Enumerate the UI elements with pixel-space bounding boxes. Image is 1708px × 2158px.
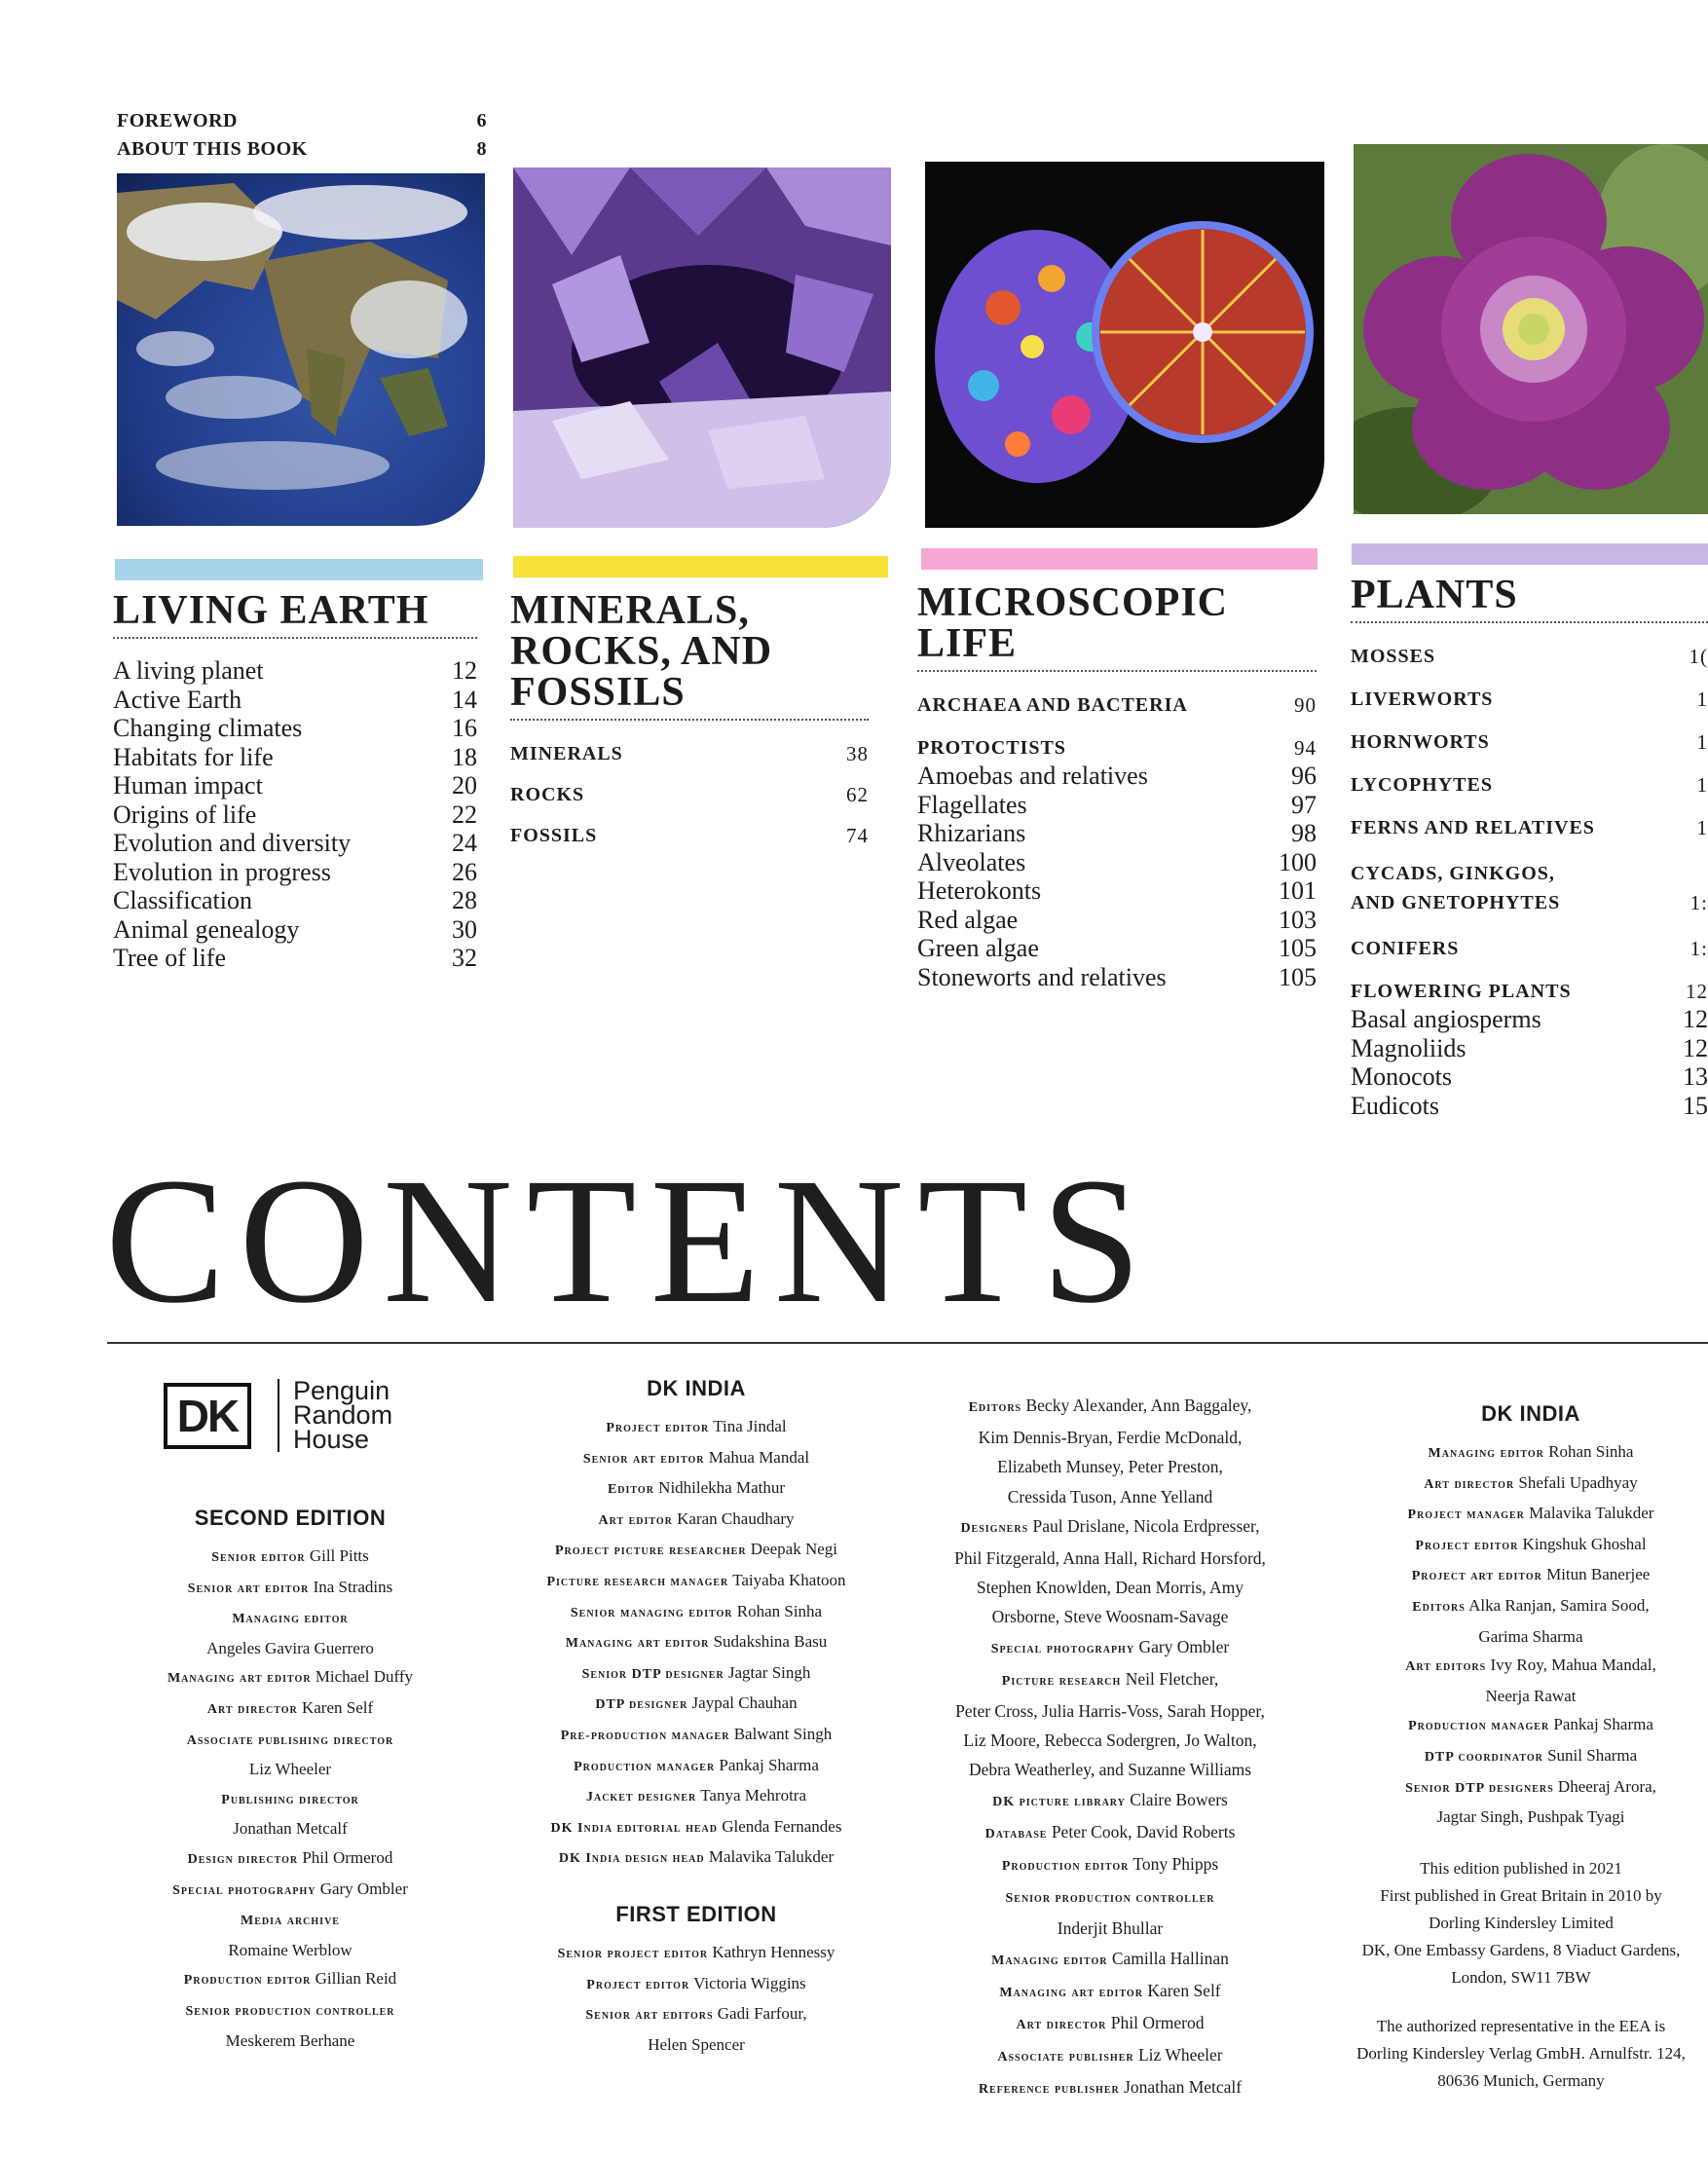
credit-name: Malavika Talukder	[704, 1847, 835, 1867]
credit-line	[506, 1505, 886, 1536]
credit-name: Stephen Knowlden, Dean Morris, Amy	[976, 1578, 1244, 1598]
credit-role: Project picture researcher	[554, 1544, 747, 1559]
credit-role: Art director	[1424, 1476, 1515, 1492]
credit-line	[506, 1566, 886, 1597]
credit-name: Phil Fitzgerald, Anna Hall, Richard Horsford,	[954, 1548, 1266, 1569]
credit-line	[915, 1849, 1305, 1881]
toc-entry[interactable]: Heterokonts 101	[917, 876, 1317, 905]
credit-line	[506, 1938, 886, 1969]
credit-line	[915, 1452, 1305, 1481]
credit-name: Alka Ranjan, Samira Sood,	[1465, 1595, 1650, 1615]
credit-role: DTP designer	[595, 1697, 688, 1713]
credit-line	[1354, 1682, 1708, 1711]
credit-name: Neil Fletcher,	[1121, 1668, 1219, 1689]
credit-line	[506, 1443, 886, 1474]
credit-line	[915, 1511, 1305, 1544]
credit-line	[125, 1964, 456, 1995]
credit-name: Phil Ormerod	[1106, 2013, 1205, 2033]
credit-role: Project editor	[606, 1421, 710, 1435]
credit-name: Kingshuk Ghoshal	[1518, 1534, 1647, 1553]
credits-heading: DK INDIA	[647, 1376, 746, 1400]
toc-entry[interactable]: Eudicots 15	[1351, 1091, 1708, 1120]
credit-name: Jagtar Singh	[724, 1662, 811, 1682]
credit-name: Balwant Singh	[729, 1724, 833, 1743]
credit-line	[915, 2040, 1305, 2072]
credit-name: Jonathan Metcalf	[1119, 2077, 1243, 2098]
credit-name: Victoria Wiggins	[689, 1973, 806, 1992]
credit-role: Special photography	[172, 1882, 316, 1898]
credit-name: Glenda Fernandes	[717, 1816, 842, 1836]
credit-name: Peter Cook, David Roberts	[1047, 1821, 1236, 1842]
credit-name: Garima Sharma	[1478, 1626, 1583, 1646]
credit-role: Editor	[607, 1482, 654, 1498]
credit-role: Associate publishing director	[186, 1732, 394, 1748]
credit-line	[915, 1391, 1305, 1423]
credit-line	[1354, 1622, 1708, 1652]
legal-line: 80636 Munich, Germany	[1437, 2071, 1605, 2090]
toc-entry[interactable]: Changing climates 16	[113, 714, 477, 742]
credit-role: Art editors	[1405, 1659, 1487, 1675]
credit-name: Pankaj Sharma	[715, 1755, 819, 1774]
legal-line: DK, One Embassy Gardens, 8 Viaduct Gardens,	[1361, 1941, 1681, 1959]
credit-line	[1354, 1499, 1708, 1530]
toc-entry-cycads[interactable]: CYCADS, GINKGOS, AND GNETOPHYTES 1:	[1351, 863, 1708, 914]
credit-name: Becky Alexander, Ann Baggaley,	[1021, 1395, 1252, 1415]
earth-photo	[117, 173, 485, 526]
toc-entry[interactable]: Amoebas and relatives 96	[917, 762, 1317, 790]
credit-line	[125, 2027, 456, 2056]
credits-heading: SECOND EDITION	[194, 1506, 387, 1530]
credit-name: Romaine Werblow	[228, 1940, 353, 1959]
credit-line	[915, 1785, 1305, 1817]
credit-role: Pre-production manager	[560, 1728, 730, 1743]
credit-name: Taiyaba Khatoon	[728, 1570, 846, 1589]
toc-entry[interactable]: Tree of life 32	[113, 944, 477, 972]
credit-name: Karan Chaudhary	[672, 1508, 795, 1528]
toc-entry-rocks[interactable]: ROCKS 62	[510, 783, 869, 806]
toc-entry-foreword[interactable]: FOREWORD 6	[117, 110, 487, 131]
credit-role: Senior project editor	[557, 1946, 709, 1961]
credit-name: Ivy Roy, Mahua Mandal,	[1486, 1656, 1656, 1675]
credit-line	[506, 1781, 886, 1812]
credit-line	[506, 1999, 886, 2030]
credit-name: Inderjit Bhullar	[1057, 1918, 1164, 1939]
credit-role: Managing editor	[232, 1612, 349, 1627]
credit-name: Mahua Mandal	[704, 1447, 810, 1467]
credit-line	[125, 1693, 456, 1725]
toc-entry[interactable]: Evolution and diversity 24	[113, 829, 477, 857]
credit-role: Project art editor	[1411, 1569, 1542, 1584]
credit-name: Peter Cross, Julia Harris-Voss, Sarah Hopper,	[955, 1701, 1265, 1722]
credit-role: Project editor	[1415, 1538, 1519, 1553]
credit-role: Senior managing editor	[570, 1605, 733, 1620]
credit-name: Claire Bowers	[1125, 1789, 1228, 1809]
credit-name: Mitun Banerjee	[1541, 1565, 1651, 1584]
credit-line	[915, 1817, 1305, 1849]
toc-entry-protoctists[interactable]: PROTOCTISTS 94	[917, 736, 1317, 760]
credit-role: Reference publisher	[978, 2082, 1120, 2098]
credit-role: Senior DTP designers	[1405, 1780, 1554, 1796]
credit-line	[915, 1944, 1305, 1976]
credit-role: Senior art editor	[187, 1581, 310, 1596]
section-title: MINERALS, ROCKS, AND FOSSILS	[510, 590, 869, 721]
toc-entry[interactable]: Classification 28	[113, 886, 477, 914]
credit-role: Production editor	[183, 1973, 312, 1989]
credit-name: Kathryn Hennessy	[708, 1942, 835, 1961]
microscopic-color-bar	[921, 548, 1318, 570]
credit-role: Art editor	[598, 1512, 673, 1528]
credits-heading: DK INDIA	[1481, 1401, 1580, 1426]
toc-entry-about-this-book[interactable]: ABOUT THIS BOOK 8	[117, 138, 487, 160]
credit-name: Angeles Gavira Guerrero	[206, 1638, 374, 1657]
flower-photo	[1354, 144, 1708, 514]
section-plants	[1351, 575, 1708, 1120]
credit-line	[125, 1936, 456, 1965]
credit-name: Michael Duffy	[311, 1667, 414, 1687]
credit-line	[506, 1535, 886, 1566]
toc-entry[interactable]: A living planet 12	[113, 656, 477, 685]
minerals-color-bar	[513, 556, 888, 577]
credit-line	[506, 1751, 886, 1782]
credit-name: Karen Self	[297, 1697, 374, 1717]
credit-name: Debra Weatherley, and Suzanne Williams	[968, 1760, 1252, 1780]
credit-line	[506, 1627, 886, 1658]
page-title: CONTENTS	[105, 1141, 1156, 1341]
credit-role: Senior DTP designer	[581, 1666, 724, 1682]
credit-role: Managing art editor	[999, 1985, 1143, 2000]
credit-name: Orsborne, Steve Woosnam-Savage	[991, 1607, 1229, 1627]
living-earth-color-bar	[115, 559, 483, 580]
credit-role: Senior art editors	[585, 2008, 714, 2024]
credit-name: Tony Phipps	[1129, 1854, 1219, 1875]
credit-role: Project manager	[1407, 1507, 1525, 1523]
credit-role: DK picture library	[992, 1794, 1126, 1809]
plants-color-bar	[1352, 543, 1708, 565]
credit-role: Special photography	[990, 1641, 1135, 1656]
credit-line	[915, 1602, 1305, 1631]
credit-role: DK India design head	[558, 1851, 705, 1867]
credits-dk-india	[506, 1373, 886, 2059]
credit-line	[125, 1843, 456, 1875]
credits-dk-india-first	[1354, 1398, 1708, 1832]
credit-name: Kim Dennis-Bryan, Ferdie McDonald,	[978, 1428, 1243, 1448]
section-title: LIVING EARTH	[113, 590, 477, 639]
credit-line	[125, 1755, 456, 1784]
credit-name: Gill Pitts	[305, 1546, 369, 1565]
legal-line: First published in Great Britain in 2010 by	[1380, 1886, 1662, 1905]
credit-line	[506, 1812, 886, 1843]
credit-name: Ina Stradins	[309, 1577, 393, 1596]
publication-info	[1334, 1855, 1708, 1991]
credit-line	[125, 1603, 456, 1634]
credit-name: Paul Drislane, Nicola Erdpresser,	[1028, 1515, 1260, 1536]
credit-name: Liz Moore, Rebecca Sodergren, Jo Walton,	[963, 1730, 1257, 1751]
toc-entry-lycophytes[interactable]: LYCOPHYTES 1	[1351, 773, 1708, 797]
credit-role: Database	[984, 1826, 1048, 1842]
credit-line	[125, 1905, 456, 1936]
credit-name: Karen Self	[1142, 1980, 1221, 2000]
credit-name: Jaypal Chauhan	[687, 1693, 798, 1713]
credit-line	[915, 1573, 1305, 1602]
credit-role: Senior production controller	[1005, 1891, 1215, 1907]
credit-name: Cressida Tuson, Anne Yelland	[1007, 1486, 1213, 1507]
credit-line	[125, 1662, 456, 1693]
credit-name: Gadi Farfour,	[713, 2004, 807, 2024]
credit-line	[915, 1726, 1305, 1755]
front-matter	[117, 107, 487, 164]
credit-line	[915, 1914, 1305, 1943]
credit-line	[125, 1542, 456, 1573]
credit-name: Malavika Talukder	[1524, 1504, 1654, 1523]
credit-role: Senior art editor	[582, 1451, 705, 1467]
toc-entry-flowering[interactable]: FLOWERING PLANTS 12	[1351, 980, 1708, 1003]
credit-name: Neerja Rawat	[1485, 1686, 1577, 1705]
credit-line	[915, 1976, 1305, 2008]
credit-name: Helen Spencer	[648, 2034, 745, 2054]
credit-name: Rohan Sinha	[732, 1601, 823, 1620]
credit-line	[506, 1689, 886, 1720]
credit-role: Production editor	[1001, 1859, 1130, 1875]
credit-role: Picture research manager	[546, 1574, 729, 1589]
credit-name: Pankaj Sharma	[1549, 1715, 1653, 1734]
credit-name: Camilla Hallinan	[1107, 1948, 1229, 1968]
credit-role: Senior production controller	[185, 2003, 395, 2019]
toc-entry[interactable]: Evolution in progress 26	[113, 857, 477, 886]
credit-name: Meskerem Berhane	[225, 2030, 355, 2050]
credit-line	[1354, 1741, 1708, 1772]
credit-line	[125, 1995, 456, 2027]
credit-role: Publishing director	[221, 1792, 359, 1807]
legal-line: London, SW11 7BW	[1451, 1968, 1591, 1987]
credit-role: Senior editor	[211, 1550, 306, 1565]
amethyst-photo	[513, 167, 891, 528]
credit-role: Managing art editor	[167, 1671, 312, 1687]
toc-entry-liverworts[interactable]: LIVERWORTS 1	[1351, 688, 1708, 711]
credit-name: Deepak Negi	[746, 1540, 838, 1559]
legal-line: This edition published in 2021	[1420, 1859, 1622, 1878]
credit-role: Production manager	[574, 1759, 716, 1774]
credit-line	[506, 1658, 886, 1690]
toc-entry[interactable]: Monocots 13	[1351, 1062, 1708, 1091]
credit-role: Editors	[1412, 1599, 1466, 1615]
toc-entry[interactable]: Flagellates 97	[917, 790, 1317, 819]
credit-name: Jonathan Metcalf	[233, 1819, 348, 1839]
credit-line	[125, 1573, 456, 1604]
toc-entry-minerals[interactable]: MINERALS 38	[510, 742, 869, 765]
credit-role: Project editor	[586, 1977, 690, 1992]
section-title: MICROSCOPIC LIFE	[917, 582, 1317, 672]
toc-entry[interactable]: Basal angiosperms 12	[1351, 1005, 1708, 1033]
credit-line	[915, 1482, 1305, 1511]
credit-line	[506, 2030, 886, 2060]
credit-line	[506, 1720, 886, 1751]
credit-name: Liz Wheeler	[1133, 2045, 1223, 2065]
credit-name: Liz Wheeler	[248, 1760, 332, 1779]
credit-name: Tina Jindal	[709, 1417, 787, 1435]
credit-line	[1354, 1560, 1708, 1591]
toc-entry-mosses[interactable]: MOSSES 1(	[1351, 645, 1708, 668]
credit-name: Elizabeth Munsey, Peter Preston,	[997, 1457, 1223, 1477]
credit-line	[125, 1814, 456, 1843]
credit-line	[125, 1875, 456, 1906]
toc-entry[interactable]: Habitats for life 18	[113, 742, 477, 771]
toc-entry[interactable]: Stoneworts and relatives 105	[917, 962, 1317, 991]
toc-entry-archaea[interactable]: ARCHAEA AND BACTERIA 90	[917, 693, 1317, 717]
toc-entry[interactable]: Rhizarians 98	[917, 819, 1317, 847]
credit-role: Associate publisher	[997, 2050, 1134, 2065]
toc-entry-conifers[interactable]: CONIFERS 1:	[1351, 937, 1708, 960]
credit-role: Media archive	[241, 1914, 340, 1929]
credit-name: Nidhilekha Mathur	[653, 1478, 786, 1498]
toc-entry[interactable]: Animal genealogy 30	[113, 914, 477, 944]
credit-role: Managing art editor	[565, 1636, 710, 1652]
credit-line	[506, 1473, 886, 1505]
credits-heading: FIRST EDITION	[615, 1901, 777, 1926]
credit-role: Managing editor	[1428, 1446, 1544, 1461]
toc-entry[interactable]: Green algae 105	[917, 934, 1317, 962]
credit-role: Jacket designer	[585, 1790, 697, 1805]
credit-role: Art director	[206, 1701, 298, 1717]
section-title: PLANTS	[1351, 575, 1708, 623]
credit-line	[506, 1969, 886, 2000]
credit-role: Production manager	[1408, 1719, 1550, 1734]
credit-role: Designers	[960, 1520, 1029, 1536]
credit-role: Picture research	[1001, 1673, 1122, 1689]
microscopic-photo	[925, 162, 1324, 528]
credit-name: Rohan Sinha	[1543, 1442, 1634, 1461]
credit-line	[915, 2072, 1305, 2104]
credit-role: Editors	[968, 1400, 1022, 1415]
toc-entry[interactable]: Human impact 20	[113, 771, 477, 800]
credits-second-edition	[125, 1503, 456, 2055]
credit-role: Art director	[1016, 2018, 1107, 2033]
credit-name: Shefali Upadhyay	[1514, 1472, 1638, 1492]
section-minerals	[510, 590, 869, 853]
credit-line	[915, 1664, 1305, 1696]
dk-logo: DK	[164, 1383, 251, 1449]
credit-line	[915, 1423, 1305, 1452]
copyright-notice	[1334, 1855, 1708, 2095]
credit-line	[915, 1632, 1305, 1664]
credit-line	[1354, 1772, 1708, 1804]
credit-line	[1354, 1591, 1708, 1622]
toc-entry[interactable]: Magnoliids 12	[1351, 1033, 1708, 1062]
credit-line	[506, 1597, 886, 1628]
legal-line: The authorized representative in the EEA is	[1376, 2017, 1666, 2035]
credit-name: Gary Ombler	[316, 1879, 408, 1898]
credit-line	[1354, 1530, 1708, 1561]
credit-line	[1354, 1651, 1708, 1682]
credit-line	[125, 1725, 456, 1756]
credit-role: DTP coordinator	[1424, 1749, 1543, 1765]
credit-name: Dheeraj Arora,	[1553, 1776, 1656, 1796]
credit-line	[125, 1634, 456, 1663]
credit-name: Sudakshina Basu	[709, 1632, 828, 1652]
credit-role: DK India editorial head	[550, 1820, 718, 1836]
eea-representative	[1334, 2013, 1708, 2095]
credit-role: Managing editor	[991, 1953, 1108, 1968]
credit-name: Phil Ormerod	[298, 1847, 393, 1867]
credit-line	[1354, 1710, 1708, 1741]
credit-line	[1354, 1803, 1708, 1832]
credit-line	[915, 2008, 1305, 2040]
legal-line: Dorling Kindersley Limited	[1429, 1914, 1614, 1932]
credit-line	[915, 1755, 1305, 1784]
credits-editors	[915, 1391, 1305, 2105]
credit-name: Gillian Reid	[311, 1969, 397, 1989]
toc-entry[interactable]: Active Earth 14	[113, 685, 477, 714]
credit-line	[506, 1412, 886, 1443]
credit-line	[506, 1842, 886, 1874]
credit-name: Gary Ombler	[1134, 1636, 1230, 1656]
section-living-earth	[113, 590, 477, 973]
section-microscopic-life	[917, 582, 1317, 991]
credit-line	[915, 1696, 1305, 1726]
toc-entry-fossils[interactable]: FOSSILS 74	[510, 824, 869, 847]
toc-entry[interactable]: Origins of life 22	[113, 800, 477, 829]
credit-name: Sunil Sharma	[1542, 1745, 1638, 1765]
legal-line: Dorling Kindersley Verlag GmbH. Arnulfstr. 124,	[1356, 2044, 1686, 2063]
toc-entry[interactable]: Red algae 103	[917, 905, 1317, 934]
divider	[107, 1342, 1708, 1344]
credit-line	[915, 1881, 1305, 1914]
credit-name: Tanya Mehrotra	[696, 1786, 807, 1805]
toc-entry[interactable]: Alveolates 100	[917, 847, 1317, 876]
credit-line	[915, 1544, 1305, 1573]
credit-role: Design director	[187, 1851, 299, 1867]
toc-entry-ferns[interactable]: FERNS AND RELATIVES 1	[1351, 816, 1708, 839]
credit-name: Jagtar Singh, Pushpak Tyagi	[1436, 1807, 1625, 1827]
toc-entry-hornworts[interactable]: HORNWORTS 1	[1351, 730, 1708, 754]
credit-line	[1354, 1437, 1708, 1469]
credit-line	[125, 1784, 456, 1815]
penguin-random-house-logo: Penguin Random House	[278, 1379, 429, 1452]
credit-line	[1354, 1469, 1708, 1500]
